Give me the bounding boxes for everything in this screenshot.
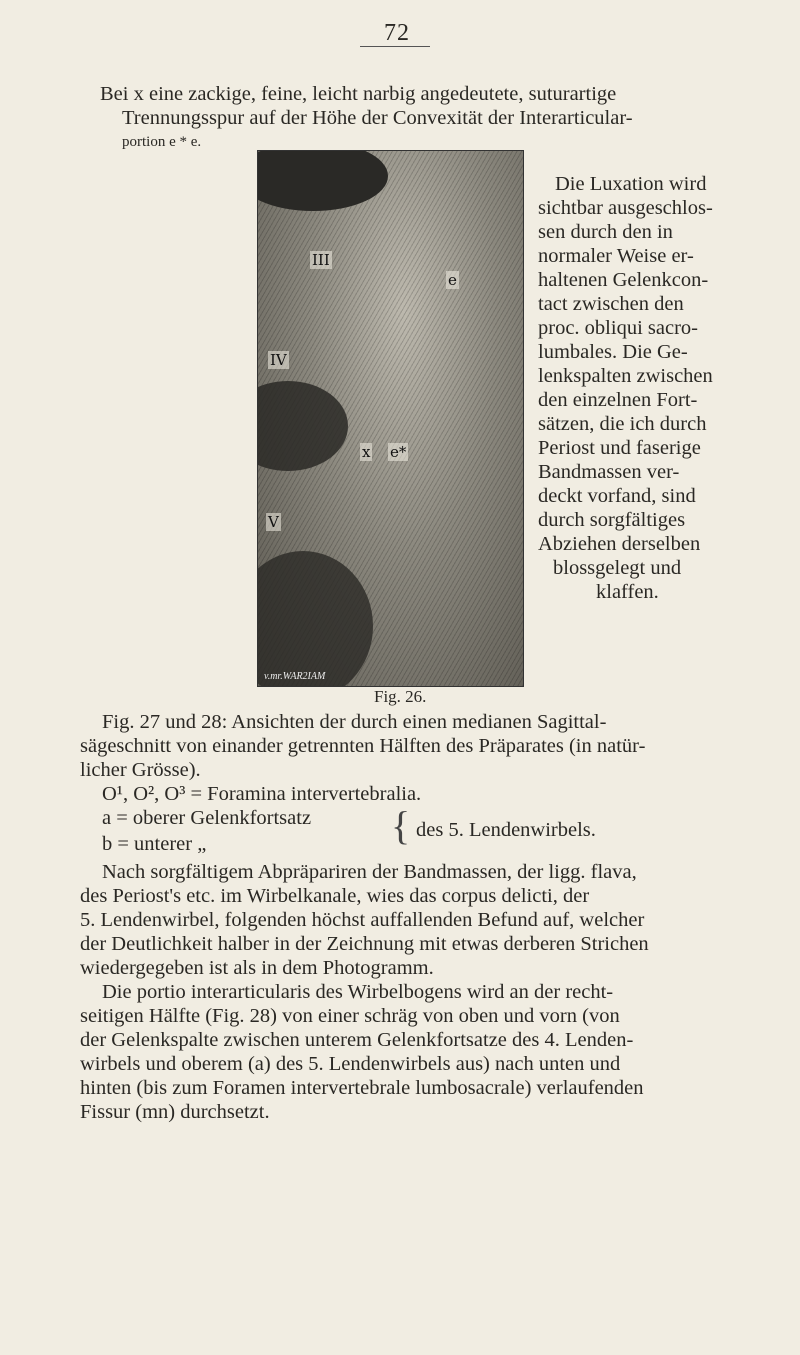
- page-number: 72: [384, 20, 410, 46]
- body-line: des Periost's etc. im Wirbelkanale, wies das corpus delicti, der: [80, 885, 590, 907]
- body-line: wiedergegeben ist als in dem Photogramm.: [80, 957, 434, 979]
- side-line: durch sorgfältiges: [538, 509, 686, 531]
- figure-illustration: [257, 150, 524, 687]
- intro-line: Trennungsspur auf der Höhe der Convexität der Interarticular-: [122, 107, 633, 129]
- side-line: sen durch den in: [538, 221, 673, 243]
- legend-foramina: O¹, O², O³ = Foramina intervertebralia.: [102, 783, 422, 805]
- side-line: normaler Weise er-: [538, 245, 694, 267]
- body-line: Nach sorgfältigem Abpräpariren der Bandmassen, der ligg. flava,: [102, 861, 637, 883]
- side-line: sichtbar ausgeschlos-: [538, 197, 713, 219]
- side-line: Die Luxation wird: [555, 173, 707, 195]
- page-number-rule: [360, 46, 430, 47]
- body-line: der Deutlichkeit halber in der Zeichnung mit etwas derberen Strichen: [80, 933, 649, 955]
- legend-brace: {: [391, 803, 411, 848]
- side-line: sätzen, die ich durch: [538, 413, 707, 435]
- caption-line: licher Grösse).: [80, 759, 201, 781]
- body-line: Fissur (mn) durchsetzt.: [80, 1101, 270, 1123]
- figure-caption: Fig. 26.: [374, 687, 427, 706]
- side-text: [538, 172, 743, 604]
- engraver-signature: v.mr.WAR2IAM: [264, 671, 326, 682]
- body-paragraph: [80, 860, 649, 980]
- side-line: klaffen.: [596, 581, 659, 603]
- body-line: seitigen Hälfte (Fig. 28) von einer schräg von oben und vorn (von: [80, 1005, 620, 1027]
- body-line: der Gelenkspalte zwischen unterem Gelenkfortsatze des 4. Lenden-: [80, 1029, 634, 1051]
- intro-paragraph: [100, 82, 633, 154]
- side-line: den einzelnen Fort-: [538, 389, 698, 411]
- caption-line: sägeschnitt von einander getrennten Hälften des Präparates (in natür-: [80, 735, 646, 757]
- side-line: blossgelegt und: [553, 557, 682, 579]
- body-line: wirbels und oberem (a) des 5. Lendenwirbels aus) nach unten und: [80, 1053, 621, 1075]
- figure-label: IV: [270, 351, 287, 369]
- body-line: Die portio interarticularis des Wirbelbogens wird an der recht-: [102, 981, 614, 1003]
- side-line: proc. obliqui sacro-: [538, 317, 698, 339]
- intro-line: portion e * e.: [122, 134, 202, 150]
- figure-shadow: [257, 381, 348, 471]
- body-paragraph: [80, 980, 644, 1124]
- side-line: haltenen Gelenkcon-: [538, 269, 709, 291]
- side-line: lenkspalten zwischen: [538, 365, 713, 387]
- caption-line: Fig. 27 und 28: Ansichten der durch einen medianen Sagittal-: [102, 711, 607, 733]
- figure-label: III: [312, 251, 330, 269]
- caption-block: [80, 710, 645, 782]
- side-line: deckt vorfand, sind: [538, 485, 696, 507]
- legend-a: a = oberer Gelenkfortsatz: [102, 807, 312, 829]
- legend-brace-text: des 5. Lendenwirbels.: [416, 819, 596, 841]
- figure-shadow: [257, 551, 373, 687]
- side-line: Periost und faserige: [538, 437, 701, 459]
- figure-label: x: [362, 443, 371, 461]
- figure-label: e: [448, 271, 457, 289]
- legend-b: b = unterer „: [102, 833, 207, 855]
- side-line: Abziehen derselben: [538, 533, 701, 555]
- body-line: 5. Lendenwirbel, folgenden höchst auffallenden Befund auf, welcher: [80, 909, 645, 931]
- side-line: lumbales. Die Ge-: [538, 341, 688, 363]
- body-line: hinten (bis zum Foramen intervertebrale lumbosacrale) verlaufenden: [80, 1077, 644, 1099]
- figure-label: e*: [390, 443, 407, 461]
- figure-shadow: [257, 150, 388, 211]
- intro-line: Bei x eine zackige, feine, leicht narbig angedeutete, suturartige: [100, 83, 617, 105]
- side-line: tact zwischen den: [538, 293, 684, 315]
- figure-label: V: [268, 513, 279, 531]
- side-line: Bandmassen ver-: [538, 461, 680, 483]
